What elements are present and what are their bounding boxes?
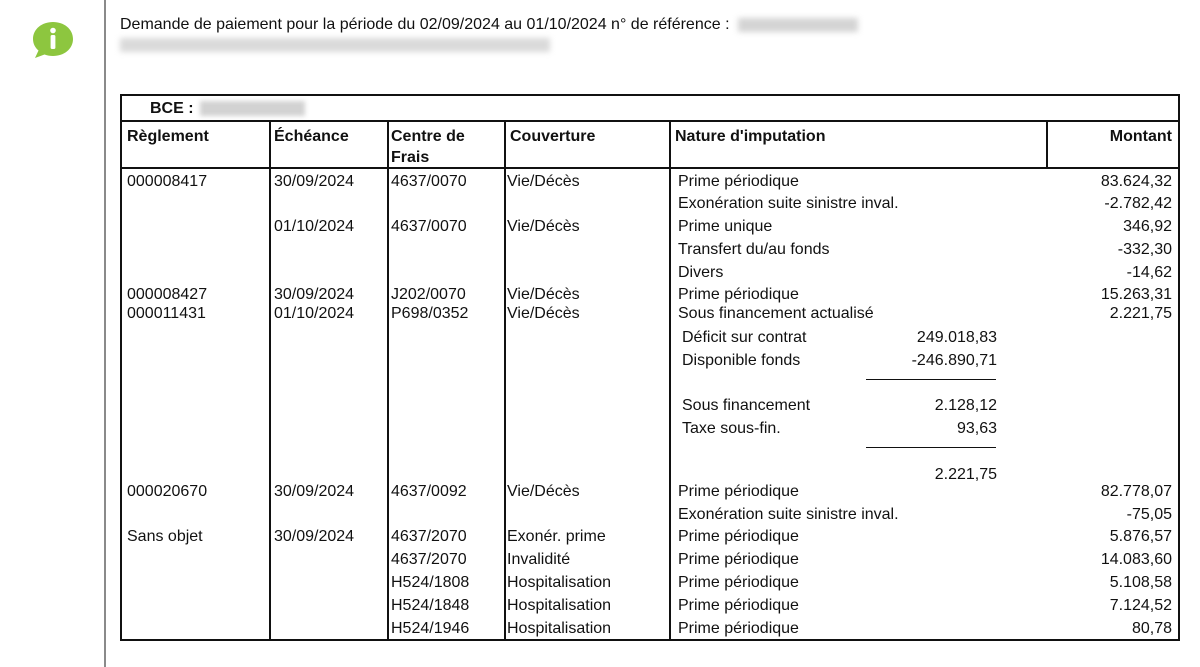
cell-couverture: Exonér. prime <box>507 528 606 545</box>
bce-label: BCE : <box>150 100 194 117</box>
cell-montant: 80,78 <box>1131 620 1172 637</box>
cell-montant: 15.263,31 <box>1100 286 1172 303</box>
header-centre-line2: Frais <box>391 149 430 166</box>
cell-nature: Exonération suite sinistre inval. <box>678 195 899 212</box>
cell-nature: Prime périodique <box>678 551 799 568</box>
cell-couverture: Invalidité <box>507 551 571 568</box>
cell-centre: 4637/2070 <box>391 551 467 568</box>
cell-montant: -2.782,42 <box>1104 195 1172 212</box>
cell-montant: -14,62 <box>1126 264 1172 281</box>
header-nature: Nature d'imputation <box>675 128 826 145</box>
cell-centre: H524/1946 <box>391 620 470 637</box>
cell-echeance: 30/09/2024 <box>274 286 355 303</box>
cell-montant: -75,05 <box>1126 506 1172 523</box>
cell-nature: Prime périodique <box>678 620 799 637</box>
cell-nature: Divers <box>678 264 724 281</box>
cell-centre: 4637/2070 <box>391 528 467 545</box>
cell-nature: Prime périodique <box>678 597 799 614</box>
sub-detail-value: 2.128,12 <box>934 397 997 414</box>
redacted-reference <box>738 18 858 32</box>
left-divider <box>104 0 106 667</box>
request-title <box>120 16 858 34</box>
cell-reglement: Sans objet <box>127 528 203 545</box>
cell-nature: Prime périodique <box>678 483 799 500</box>
cell-montant: 346,92 <box>1123 218 1172 235</box>
cell-centre: H524/1848 <box>391 597 470 614</box>
sub-detail-label: Taxe sous-fin. <box>682 420 781 437</box>
cell-couverture: Hospitalisation <box>507 597 612 614</box>
cell-montant: 2.221,75 <box>1109 305 1172 322</box>
sub-detail-label: Déficit sur contrat <box>682 329 807 346</box>
cell-echeance: 30/09/2024 <box>274 173 355 190</box>
cell-centre: 4637/0092 <box>391 483 467 500</box>
column-divider <box>269 122 271 639</box>
cell-nature: Prime unique <box>678 218 773 235</box>
cell-reglement: 000011431 <box>127 305 206 322</box>
cell-centre: 4637/0070 <box>391 218 467 235</box>
cell-reglement: 000008427 <box>127 286 208 303</box>
cell-couverture: Vie/Décès <box>507 305 580 322</box>
sub-detail-value: 249.018,83 <box>916 329 997 346</box>
cell-centre: J202/0070 <box>391 286 466 303</box>
cell-nature: Exonération suite sinistre inval. <box>678 506 899 523</box>
sub-total-value: 2.221,75 <box>934 466 997 483</box>
header-centre-line1: Centre de <box>391 128 465 145</box>
cell-nature: Transfert du/au fonds <box>678 241 830 258</box>
cell-couverture: Vie/Décès <box>507 218 580 235</box>
sub-detail-label: Sous financement <box>682 397 811 414</box>
cell-centre: 4637/0070 <box>391 173 467 190</box>
cell-centre: P698/0352 <box>391 305 469 322</box>
cell-montant: 7.124,52 <box>1109 597 1172 614</box>
redacted-subtitle <box>120 38 550 52</box>
table-rule <box>122 167 1178 169</box>
subtotal-rule <box>866 447 996 448</box>
cell-couverture: Hospitalisation <box>507 574 612 591</box>
sub-detail-value: -246.890,71 <box>911 352 997 369</box>
cell-nature: Prime périodique <box>678 574 799 591</box>
cell-echeance: 01/10/2024 <box>274 305 355 322</box>
cell-couverture: Hospitalisation <box>507 620 612 637</box>
cell-reglement: 000020670 <box>127 483 208 500</box>
sub-detail-value: 93,63 <box>956 420 997 437</box>
redacted-bce <box>200 101 305 116</box>
column-divider <box>504 122 506 639</box>
request-title-text: Demande de paiement pour la période du 02/09/2024 au 01/10/2024 n° de référence : <box>120 16 730 33</box>
cell-echeance: 30/09/2024 <box>274 528 355 545</box>
cell-couverture: Vie/Décès <box>507 286 580 303</box>
column-divider <box>669 122 671 639</box>
header-montant: Montant <box>1109 128 1172 145</box>
cell-montant: -332,30 <box>1117 241 1172 258</box>
info-icon <box>31 20 75 60</box>
cell-nature: Prime périodique <box>678 286 799 303</box>
cell-montant: 5.876,57 <box>1109 528 1172 545</box>
header-couverture: Couverture <box>510 128 596 145</box>
cell-nature: Sous financement actualisé <box>678 305 874 322</box>
cell-montant: 82.778,07 <box>1100 483 1172 500</box>
cell-reglement: 000008417 <box>127 173 208 190</box>
payment-table <box>120 94 1180 641</box>
cell-echeance: 30/09/2024 <box>274 483 355 500</box>
cell-couverture: Vie/Décès <box>507 483 580 500</box>
header-reglement: Règlement <box>127 128 209 145</box>
cell-montant: 14.083,60 <box>1100 551 1172 568</box>
cell-nature: Prime périodique <box>678 173 799 190</box>
cell-centre: H524/1808 <box>391 574 470 591</box>
cell-couverture: Vie/Décès <box>507 173 580 190</box>
subtotal-rule <box>866 379 996 380</box>
sub-detail-label: Disponible fonds <box>682 352 801 369</box>
cell-echeance: 01/10/2024 <box>274 218 355 235</box>
header-echeance: Échéance <box>274 128 349 145</box>
cell-montant: 5.108,58 <box>1109 574 1172 591</box>
table-rule <box>122 120 1178 122</box>
cell-montant: 83.624,32 <box>1100 173 1172 190</box>
column-divider <box>1046 122 1048 169</box>
cell-nature: Prime périodique <box>678 528 799 545</box>
column-divider <box>387 122 389 639</box>
